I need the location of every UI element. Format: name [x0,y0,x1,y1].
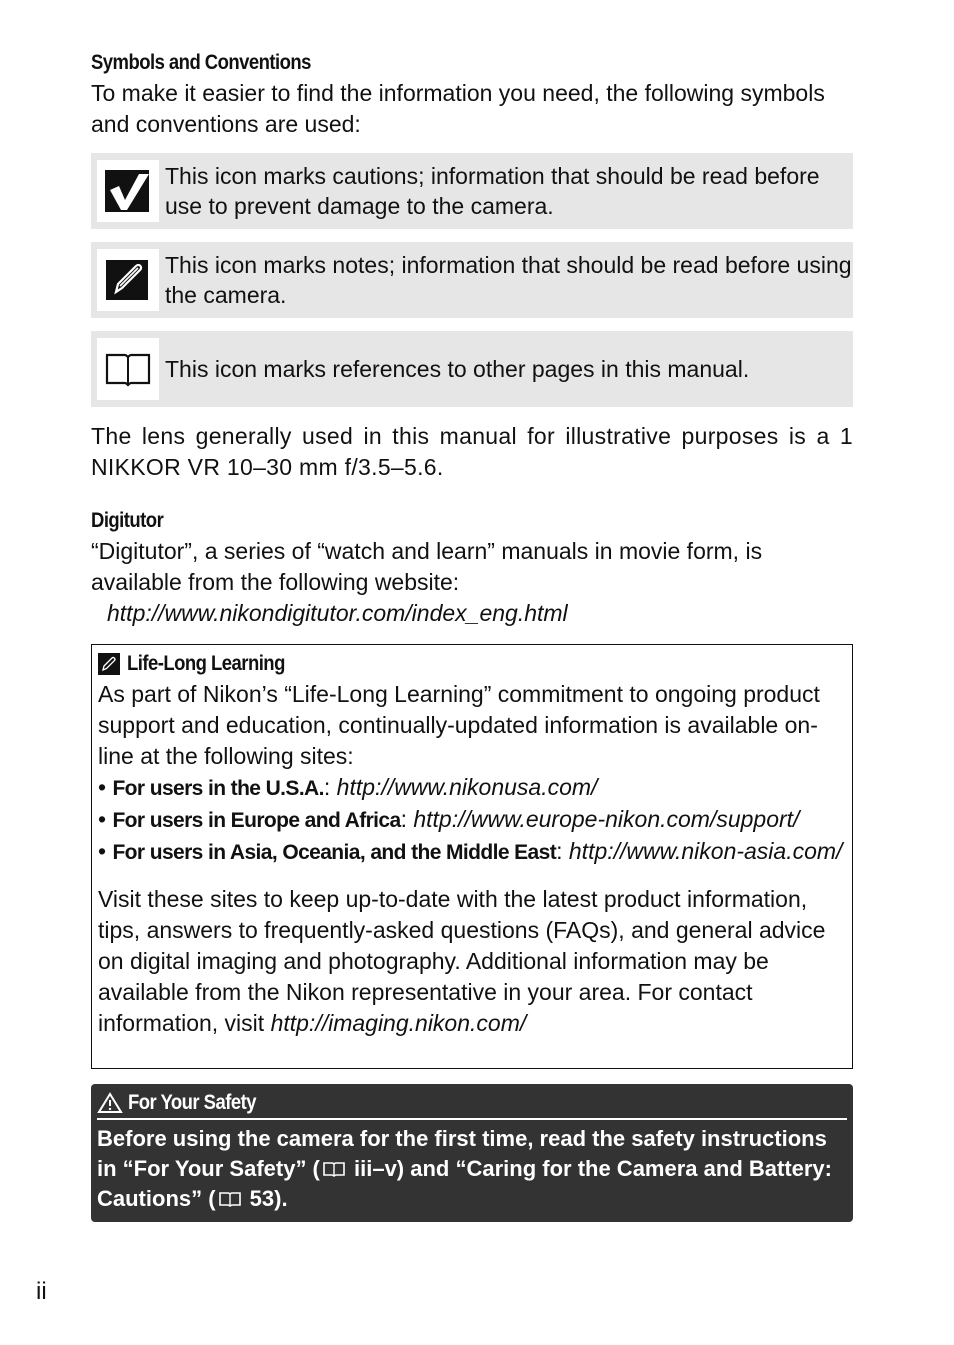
digitutor-text: “Digitutor”, a series of “watch and learn” manuals in movie form, is available from the following website: [91,538,763,595]
visit-text: Visit these sites to keep up-to-date with the latest product information, tips, answers to frequently-asked questions (FAQs), and general advice on digital imaging and photography. Additional information may be available from the Nikon representative in your area. For contact information, visit [98,886,826,1036]
site-label-europe: For users in Europe and Africa [112,809,401,832]
symbols-intro: To make it easier to find the information you need, the following symbols and conventions are used: [91,80,825,137]
note-text: This icon marks notes; information that should be read before using the camera. [165,252,852,308]
open-book-icon [103,349,153,389]
open-book-icon [322,1160,346,1178]
note-row [91,242,853,318]
life-long-learning-box [91,644,853,1069]
digitutor-heading: Digitutor [91,509,164,532]
list-item: • For users in Europe and Africa: http://www.europe-nikon.com/support/ [98,806,800,832]
digitutor-link[interactable]: http://www.nikondigitutor.com/index_eng.html [107,600,568,626]
caution-row [91,153,853,229]
imaging-link[interactable]: http://imaging.nikon.com/ [270,1010,527,1036]
open-book-icon [218,1190,242,1208]
warning-triangle-icon [97,1092,123,1114]
page-number: ii [36,1278,47,1305]
pencil-note-icon [104,256,152,304]
site-link-asia[interactable]: http://www.nikon-asia.com/ [568,838,843,864]
caution-text: This icon marks cautions; information that should be read before use to prevent damage to the camera. [165,163,820,219]
site-link-usa[interactable]: http://www.nikonusa.com/ [336,774,598,800]
caution-check-icon [103,166,153,216]
site-label-usa: For users in the U.S.A. [112,777,324,800]
life-long-learning-intro: As part of Nikon’s “Life-Long Learning” commitment to ongoing product support and education, continually-updated information is available on-line at the following sites: [98,681,820,769]
list-item: • For users in the U.S.A.: http://www.nikonusa.com/ [98,774,598,800]
symbols-heading: Symbols and Conventions [91,51,311,74]
safety-box [91,1084,853,1222]
pencil-note-icon [98,653,120,675]
site-link-europe[interactable]: http://www.europe-nikon.com/support/ [413,806,800,832]
site-label-asia: For users in Asia, Oceania, and the Middle East [112,841,557,864]
life-long-learning-title: Life-Long Learning [127,652,285,675]
safety-title: For Your Safety [128,1091,256,1114]
list-item: • For users in Asia, Oceania, and the Middle East: http://www.nikon-asia.com/ [98,838,843,864]
manual-page [91,48,853,1222]
reference-text: This icon marks references to other pages in this manual. [165,356,750,382]
reference-row [91,331,853,407]
safety-text: Before using the camera for the first time, read the safety instructions in “For Your Safety” ( iii–v) and “Caring for the Camera and Battery: Cautions” ( 53). [97,1126,832,1211]
lens-note: The lens generally used in this manual for illustrative purposes is a 1 NIKKOR VR 10–30 mm f/3.5–5.6. [91,423,853,480]
